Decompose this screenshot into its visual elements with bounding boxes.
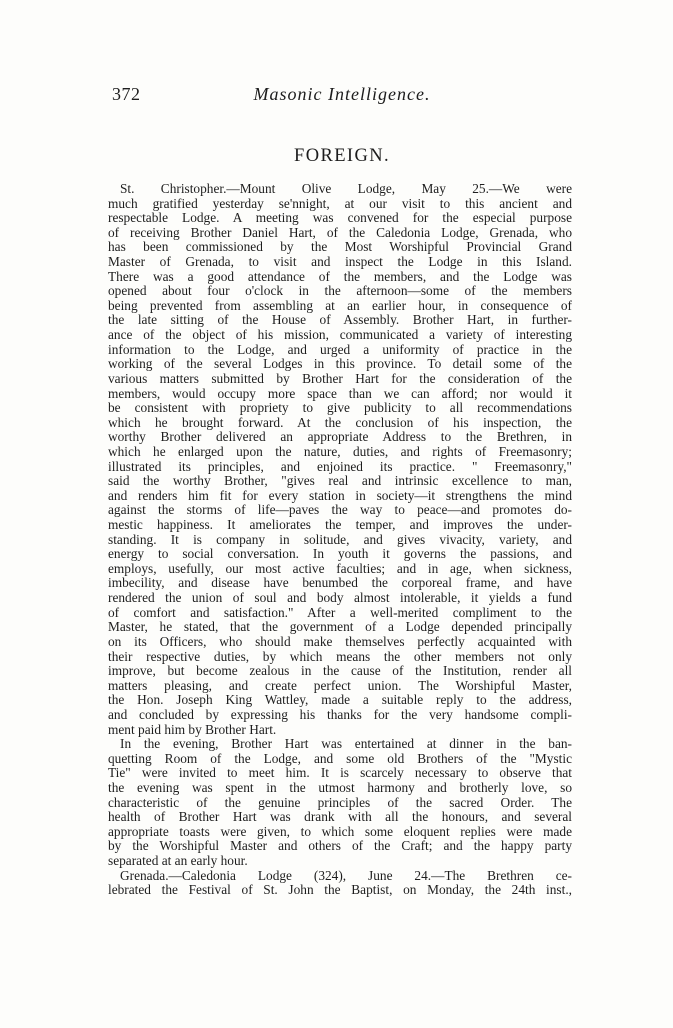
text-line: standing. It is company in solitude, and gives vivacity, variety, and: [108, 531, 572, 547]
page-number: 372: [112, 84, 141, 104]
text-line: There was a good attendance of the members, and the Lodge was: [108, 268, 572, 284]
text-line: information to the Lodge, and urged a uniformity of practice in the: [108, 341, 572, 357]
text-line: various matters submitted by Brother Hart for the consideration of the: [108, 370, 572, 386]
text-line: worthy Brother delivered an appropriate Address to the Brethren, in: [108, 429, 572, 445]
text-line: of comfort and satisfaction." After a well-merited compliment to the: [108, 604, 572, 620]
text-line: the evening was spent in the utmost harmony and brotherly love, so: [108, 779, 572, 795]
text-line: health of Brother Hart was drank with all the honours, and several: [108, 809, 572, 825]
text-line: ance of the object of his mission, communicated a variety of interesting: [108, 327, 572, 343]
text-line: by the Worshipful Master and others of the Craft; and the happy party: [108, 838, 572, 854]
text-line: mestic happiness. It ameliorates the temper, and improves the under-: [108, 517, 572, 533]
text-line: illustrated its principles, and enjoined its practice. " Freemasonry,": [108, 458, 572, 474]
text-line: has been commissioned by the Most Worshipful Provincial Grand: [108, 239, 572, 255]
text-line: which he enlarged upon the nature, duties, and rights of Freemasonry;: [108, 443, 572, 459]
text-line: imbecility, and disease have benumbed the corporeal frame, and have: [108, 575, 572, 591]
text-line: Master of Grenada, to visit and inspect the Lodge in this Island.: [108, 254, 572, 270]
section-title: FOREIGN.: [294, 146, 390, 166]
text-line: and concluded by expressing his thanks for the very handsome compli-: [108, 706, 572, 722]
text-line: which he brought forward. At the conclusion of his inspection, the: [108, 414, 572, 430]
text-line: be consistent with propriety to give publicity to all recommendations: [108, 400, 572, 416]
text-line: opened about four o'clock in the afternoon—some of the members: [108, 283, 572, 299]
text-line: Grenada.—Caledonia Lodge (324), June 24.—The Brethren ce-: [120, 867, 572, 883]
text-line: energy to social conversation. In youth it governs the passions, and: [108, 546, 572, 562]
text-line: ment paid him by Brother Hart.: [108, 721, 277, 737]
text-line: In the evening, Brother Hart was entertained at dinner in the ban-: [120, 736, 572, 752]
text-line: Tie" were invited to meet him. It is scarcely necessary to observe that: [108, 765, 572, 781]
text-line: lebrated the Festival of St. John the Baptist, on Monday, the 24th inst.,: [108, 882, 572, 898]
running-title: Masonic Intelligence.: [253, 84, 431, 104]
text-line: working of the several Lodges in this province. To detail some of the: [108, 356, 572, 372]
running-head: [112, 84, 572, 108]
text-line: the Hon. Joseph King Wattley, made a suitable reply to the address,: [108, 692, 572, 708]
text-line: their respective duties, by which means the other members not only: [108, 648, 572, 664]
text-line: of receiving Brother Daniel Hart, of the Caledonia Lodge, Grenada, who: [108, 224, 572, 240]
text-line: improve, but become zealous in the cause of the Institution, render all: [108, 663, 572, 679]
article-body: [108, 182, 572, 898]
text-line: characteristic of the genuine principles of the sacred Order. The: [108, 794, 572, 810]
text-line: respectable Lodge. A meeting was convened for the especial purpose: [108, 210, 572, 226]
text-line: and renders him fit for every station in society—it strengthens the mind: [108, 487, 572, 503]
text-line: being prevented from assembling at an earlier hour, in consequence of: [108, 297, 572, 313]
text-line: separated at an early hour.: [108, 853, 248, 869]
text-line: St. Christopher.—Mount Olive Lodge, May 25.—We were: [120, 181, 572, 196]
text-line: appropriate toasts were given, to which some eloquent replies were made: [108, 823, 572, 839]
text-line: members, would occupy more space than we can afford; nor would it: [108, 385, 572, 401]
text-line: matters pleasing, and create perfect union. The Worshipful Master,: [108, 677, 572, 693]
text-line: the late sitting of the House of Assembly. Brother Hart, in further-: [108, 312, 572, 328]
text-line: on its Officers, who should make themselves perfectly acquainted with: [108, 633, 572, 649]
text-line: quetting Room of the Lodge, and some old Brothers of the "Mystic: [108, 750, 572, 766]
text-line: much gratified yesterday se'nnight, at our visit to this ancient and: [108, 195, 572, 211]
text-line: said the worthy Brother, "gives real and intrinsic excellence to man,: [108, 473, 572, 489]
text-line: rendered the union of soul and body almost intolerable, it yields a fund: [108, 590, 572, 606]
text-line: against the storms of life—paves the way to peace—and promotes do-: [108, 502, 572, 518]
text-line: employs, usefully, our most active faculties; and in age, when sickness,: [108, 560, 572, 576]
text-line: Master, he stated, that the government of a Lodge depended principally: [108, 619, 572, 635]
